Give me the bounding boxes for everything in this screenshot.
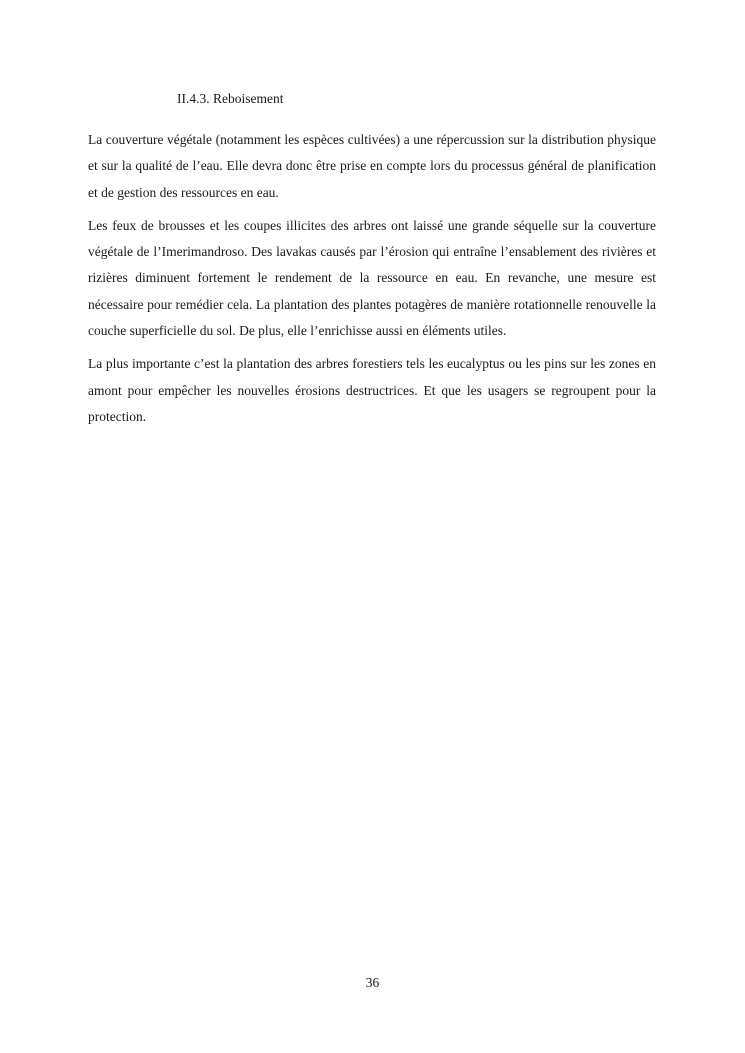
section-heading: II.4.3. Reboisement: [177, 91, 284, 106]
paragraph-couverture-vegetale: La couverture végétale (notamment les espèces cultivées) a une répercussion sur la distribution physique et sur la qualité de l’eau. Elle devra donc être prise en compte lors du processus général de planification et de gestion des ressources en eau.: [88, 132, 656, 200]
body-text: [88, 127, 656, 437]
paragraph-feux-de-brousses: Les feux de brousses et les coupes illicites des arbres ont laissé une grande séquelle sur la couverture végétale de l’Imerimandroso. Des lavakas causés par l’érosion qui entraîne l’ensablement des rivières et rizières diminuent fortement le rendement de la ressource en eau. En revanche, une mesure est nécessaire pour remédier cela. La plantation des plantes potagères de manière rotationnelle renouvelle la couche superficielle du sol. De plus, elle l’enrichisse aussi en éléments utiles.: [88, 217, 656, 339]
page-number: 36: [365, 975, 380, 990]
paragraph-plantation-arbres: La plus importante c’est la plantation des arbres forestiers tels les eucalyptus ou les pins sur les zones en amont pour empêcher les nouvelles érosions destructrices. Et que les usagers se regroupent pour la protection.: [88, 356, 656, 424]
